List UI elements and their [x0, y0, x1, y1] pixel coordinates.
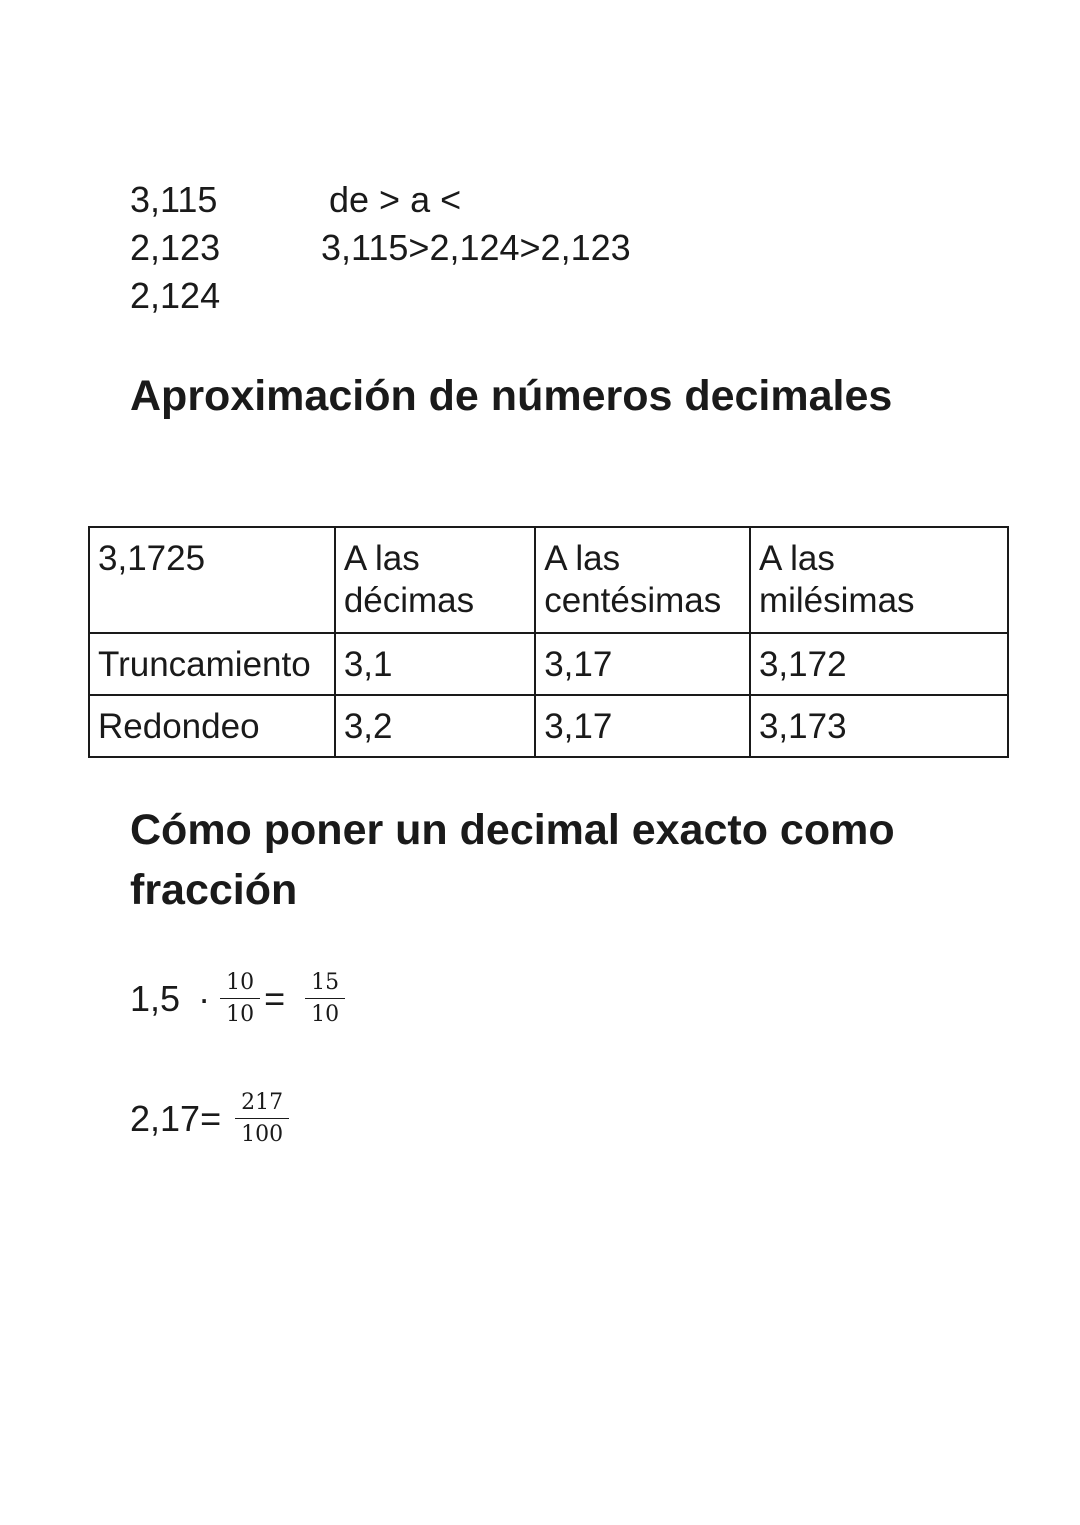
heading-approximation: Aproximación de números decimales: [130, 372, 893, 420]
fraction-example-2: [130, 1090, 289, 1148]
numerator: 10: [220, 970, 260, 999]
table-cell: 3,17: [535, 633, 750, 695]
fraction: [235, 1090, 289, 1148]
approximation-table: [88, 526, 1009, 758]
fraction: [305, 970, 345, 1028]
order-result: 3,115>2,124>2,123: [321, 227, 631, 268]
table-cell: 3,172: [750, 633, 1008, 695]
table-header-row: [89, 527, 1008, 633]
heading-fraction: Cómo poner un decimal exacto como fracción: [130, 806, 895, 914]
table-cell: A las milésimas: [750, 527, 1008, 633]
table-row: [89, 695, 1008, 757]
fraction: [220, 970, 260, 1028]
decimal-value: 1,5: [130, 978, 181, 1019]
decimal-value: 2,17=: [130, 1098, 222, 1139]
equals-sign: =: [264, 978, 286, 1019]
multiply-dot: ·: [198, 978, 211, 1019]
table-cell: Redondeo: [89, 695, 335, 757]
denominator: 10: [311, 1002, 340, 1027]
denominator: 100: [241, 1122, 284, 1147]
table-cell: 3,1: [335, 633, 535, 695]
table-cell: A las centésimas: [535, 527, 750, 633]
table-cell: 3,2: [335, 695, 535, 757]
number-list: [130, 176, 220, 320]
numerator: 217: [235, 1090, 289, 1119]
table-cell: 3,17: [535, 695, 750, 757]
table-cell: 3,1725: [89, 527, 335, 633]
table-cell: A las décimas: [335, 527, 535, 633]
fraction-example-1: [130, 970, 345, 1028]
number-item: 2,123: [130, 227, 221, 268]
number-item: 2,124: [130, 275, 221, 316]
table-cell: 3,173: [750, 695, 1008, 757]
denominator: 10: [226, 1002, 255, 1027]
number-item: 3,115: [130, 179, 218, 220]
numerator: 15: [305, 970, 345, 999]
order-note: de > a <: [329, 179, 462, 220]
table-cell: Truncamiento: [89, 633, 335, 695]
table-row: [89, 633, 1008, 695]
